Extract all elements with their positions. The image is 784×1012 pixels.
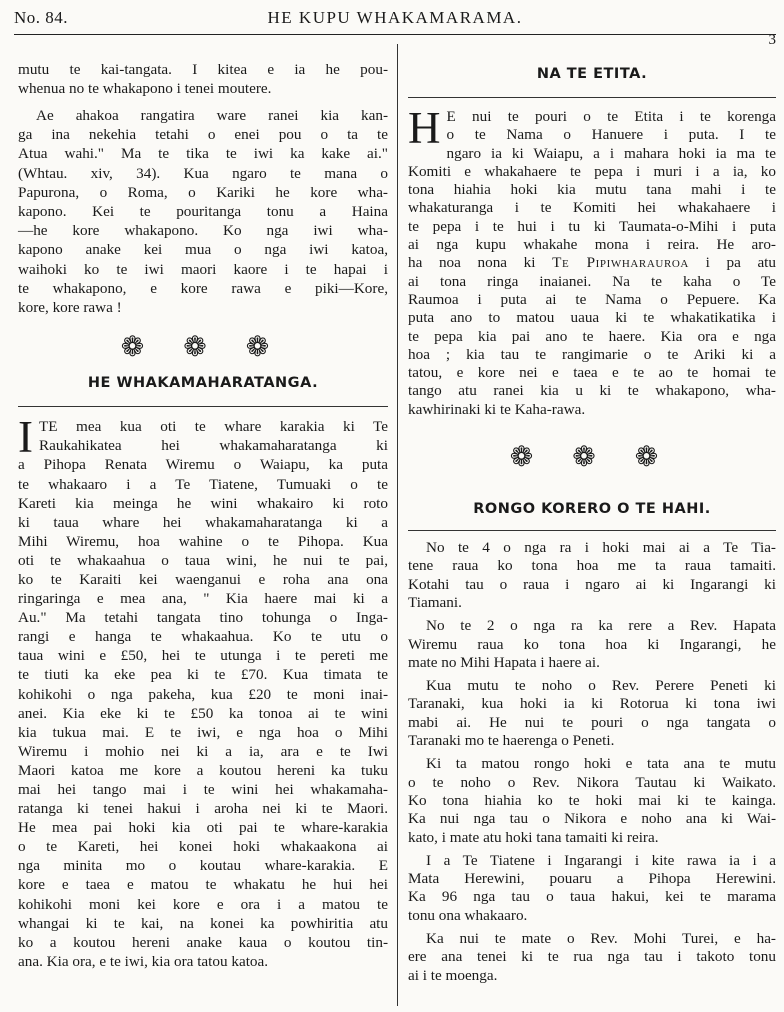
text-line [408, 254, 776, 272]
intro-paragraph [18, 60, 388, 98]
text-line: Kotahi tau o raua i ngaro ai ki Ingarangi ki [408, 575, 776, 593]
text-line: a Pihopa Renata Wiremu o Waiapu, ka puta [18, 456, 388, 474]
text-line: kore, kore rawa ! [18, 299, 122, 317]
text-line: Kua mutu te noho o Rev. Perere Peneti ki [426, 677, 776, 695]
text-line: whenua no te whakapono i tenei moutere. [18, 80, 272, 97]
text-line: tatou, e kore nei e taea e te ao te homai te [408, 364, 776, 382]
text-line: kapono anake kei mua o nga iwi katoa, [18, 241, 388, 259]
text-line: Taranaki mo te haerenga o Peneti. [408, 732, 615, 750]
drop-cap: H [408, 103, 441, 153]
text-line: mutu te kai-tangata. I kitea e ia he pou- [18, 61, 388, 78]
text-line: hoa ; kia tau te rangimarie o te Ariki ki a [408, 345, 776, 363]
text-line: Ko tona hiahia ko te hoki mai ki te kainga. [408, 791, 776, 809]
text-line: o te Kareti, hei konei hoki whakaakona ai [18, 838, 388, 856]
text-line: kato, i mate atu hoki tana tamaiti ki reira. [408, 828, 659, 846]
ornament-flourish: ❁ ❁ ❁ [120, 332, 286, 364]
text-line: tene raua ko tona hoa me ta raua tamaiti. [408, 557, 776, 575]
text-line: Ae ahakoa rangatira ware ranei kia kan- [36, 107, 388, 124]
news-item [408, 677, 776, 750]
text-line: mai hei tango mai i te wini hei whakamaha- [18, 781, 388, 799]
text-line: tona hiahia hoki kia mutu tana mahi i te [408, 181, 776, 199]
text-line: ko a koutou hereni anake kaua o koutou tin- [18, 933, 388, 951]
text-fragment: i pa atu [705, 254, 776, 272]
news-item [408, 617, 776, 672]
text-line: kia tukua mai. E te iwi, e nga hoa o Mihi [18, 723, 388, 741]
text-line: ai i te moenga. [408, 966, 498, 984]
text-line: te pepa kia pai ano te haere. Kia ora e nga [408, 327, 776, 345]
whakamaharatanga-article [18, 412, 388, 971]
text-line: ringaringa e mea ana, " Kia haere mai ki a [18, 590, 388, 608]
text-line: kohikohi moni kei kore e ora i a matou te [18, 895, 388, 913]
text-line: (Whtau. xiv, 34). Kua ngaro te mana o [18, 164, 388, 182]
text-line: o te Nama o Hanuere i puta. I te [446, 126, 776, 144]
text-line: No te 2 o nga ra ka rere a Rev. Hapata [426, 617, 776, 635]
text-line: tango atu ranei kia u ki te whakapono, wha- [408, 382, 776, 400]
text-line: Ka nui nga tau o Nikora e noho ana ki Wai- [408, 810, 776, 828]
text-line: kohikohi o nga pakeha, kua £20 te moni inai- [18, 685, 388, 703]
text-line: ratanga ki tenei hakui i aroha nei ki te Maori. [18, 800, 388, 818]
faith-paragraph [18, 106, 388, 317]
text-line: ga ina nekehia tetahi o enei pou o ta te [18, 126, 388, 144]
text-line: Mihi Wiremu, hoa wahine o te Pihopa. Kua [18, 532, 388, 550]
text-line: Taranaki, kua hoki ia ki Rotorua ki tona iwi [408, 695, 776, 713]
text-line: ko te Karaiti kei waenganui e roha ana ona [18, 570, 388, 588]
news-item [408, 930, 776, 985]
ornament-flourish: ❁ ❁ ❁ [509, 442, 675, 474]
etita-body [408, 103, 776, 419]
news-item [408, 539, 776, 612]
text-line: ai nga kupu whakahe mona i reira. He aro- [408, 236, 776, 254]
article-body [18, 412, 388, 971]
news-item [408, 852, 776, 925]
text-line: kapono. Kei te pouritanga tonu a Haina [18, 203, 388, 221]
text-fragment: ha noa nona ki [408, 254, 536, 272]
text-line: te tiuti ka eke pea ki te £70. Kua timata te [18, 666, 388, 684]
text-line: ere ana tenei ki te rua nga tau i takoto tonu [408, 948, 776, 966]
text-line: E nui te pouri o te Etita i te korenga [446, 108, 776, 125]
text-line: Ka nui te mate o Rev. Mohi Turei, e ha- [426, 929, 776, 947]
text-line: ana. Kia ora, e te iwi, kia ora tatou katoa. [18, 952, 269, 970]
issue-number: No. 84. [14, 8, 69, 27]
etita-article [408, 103, 776, 419]
text-line: tonu ona whakaaro. [408, 906, 528, 924]
text-line: Atua wahi." Ma te tika te iwi ka kake ai." [18, 145, 388, 163]
text-line: oti te whakaahua o taua wini, he nui te pai, [18, 551, 388, 569]
section-heading-rongo-korero: RONGO KORERO O TE HAHI. [473, 501, 711, 518]
text-line: Maori katoa me kore a koutou hereni ka tuku [18, 761, 388, 779]
text-line: te whakaaro i a Te Tiatene, Tumuaki o te [18, 475, 388, 493]
news-items [408, 539, 776, 985]
right-column [408, 66, 776, 985]
text-line: Komiti e whakahaere te pepa i muri i a ia, ko [408, 162, 776, 180]
text-line: Papurona, o Roma, o Kariki he kore wha- [18, 183, 388, 201]
text-line: Au." Ma tetahi tangata tino tohunga o Inga- [18, 609, 388, 627]
drop-cap: I [18, 412, 33, 463]
text-line: nga minita mo o koutau whare-karakia. E [18, 857, 388, 875]
text-line: puta ano to matou uaua ki te whakatikatika i [408, 309, 776, 327]
text-line: mate no Mihi Hapata i haere ai. [408, 653, 600, 671]
text-line: I a Te Tiatene i Ingarangi i kite rawa ia i a [426, 851, 776, 869]
section-rule [408, 97, 776, 98]
paper-name: Te Pipiwharauroa [552, 254, 689, 272]
text-line: Mata Herewini, pouaru a Pihopa Herewini. [408, 870, 776, 888]
section-heading-whakamaharatanga: HE WHAKAMAHARATANGA. [87, 375, 319, 392]
text-line: te whakapono, e kore rawa e piki—Kore, [18, 279, 388, 297]
text-line: Ka 96 nga tau o taua hakui, kei te marama [408, 888, 776, 906]
masthead-title: HE KUPU WHAKAMARAMA. [267, 8, 523, 27]
left-column [18, 60, 388, 971]
section-rule [18, 406, 388, 407]
text-line: ai tona ringa inaianei. Na te kaha o Te [408, 272, 776, 290]
text-line: TE mea kua oti te whare karakia ki Te [39, 418, 388, 436]
text-line: kore e taea e matou te whakatu he hui hei [18, 876, 388, 894]
column-divider [397, 44, 398, 1006]
text-line: whakaturanga i te Komiti hei whakahaere i [408, 199, 776, 217]
header-rule [14, 34, 776, 35]
text-line: anei. Kia eke ki te £50 ka tonoa ai te wini [18, 704, 388, 722]
text-line: waihoki ko te iwi maori kaore i te hapai i [18, 260, 388, 278]
text-line: Raukahikatea hei whakamaharatanga ki [39, 437, 388, 455]
text-line: te pepa i te hui i tu ki Taumata-o-Mihi i puta [408, 217, 776, 235]
text-line: Tiamani. [408, 593, 462, 611]
section-rule [408, 530, 776, 531]
news-item [408, 755, 776, 846]
page-number: 3 [768, 32, 776, 48]
text-line: mabi ai. He nui te pouri o nga tangata o [408, 713, 776, 731]
text-line: taua wini e £50, hei te utunga i te pereti me [18, 647, 388, 665]
text-line: Wiremu raua ko tona hoa ki Ingarangi, he [408, 635, 776, 653]
text-line: ngaro ia ki Waiapu, a i mahara hoki ia ma te [446, 144, 776, 162]
section-heading-etita: NA TE ETITA. [536, 66, 648, 82]
text-line: Ki ta matou rongo hoki e tata ana te mutu [426, 755, 776, 773]
text-line: o te noho o Rev. Nikora Tautau ki Waikato. [408, 773, 776, 791]
text-line: kawhirinaki ki te Kaha-rawa. [408, 400, 586, 418]
page-header [14, 2, 776, 48]
text-line: Wiremu i mohio nei ki a ia, ara e te Iwi [18, 742, 388, 760]
text-line: No te 4 o nga ra i hoki mai ai a Te Tia- [426, 539, 776, 557]
text-line: Raumoa i puta ai te Nama o Pepuere. Ka [408, 290, 776, 308]
text-line: Kareti kia meinga he wini whakairo ki roto [18, 494, 388, 512]
text-line: whangai ki te kai, na konei ka powhiritia atu [18, 914, 388, 932]
text-line: He mea pai hoki kia oti pai te whare-karakia [18, 819, 388, 837]
text-line: rangi e hanga te whakaahua. Ko te utu o [18, 628, 388, 646]
text-line: —he kore whakapono. Ko nga iwi wha- [18, 222, 388, 240]
text-line: ki taua whare hei whakamaharatanga ki a [18, 513, 388, 531]
